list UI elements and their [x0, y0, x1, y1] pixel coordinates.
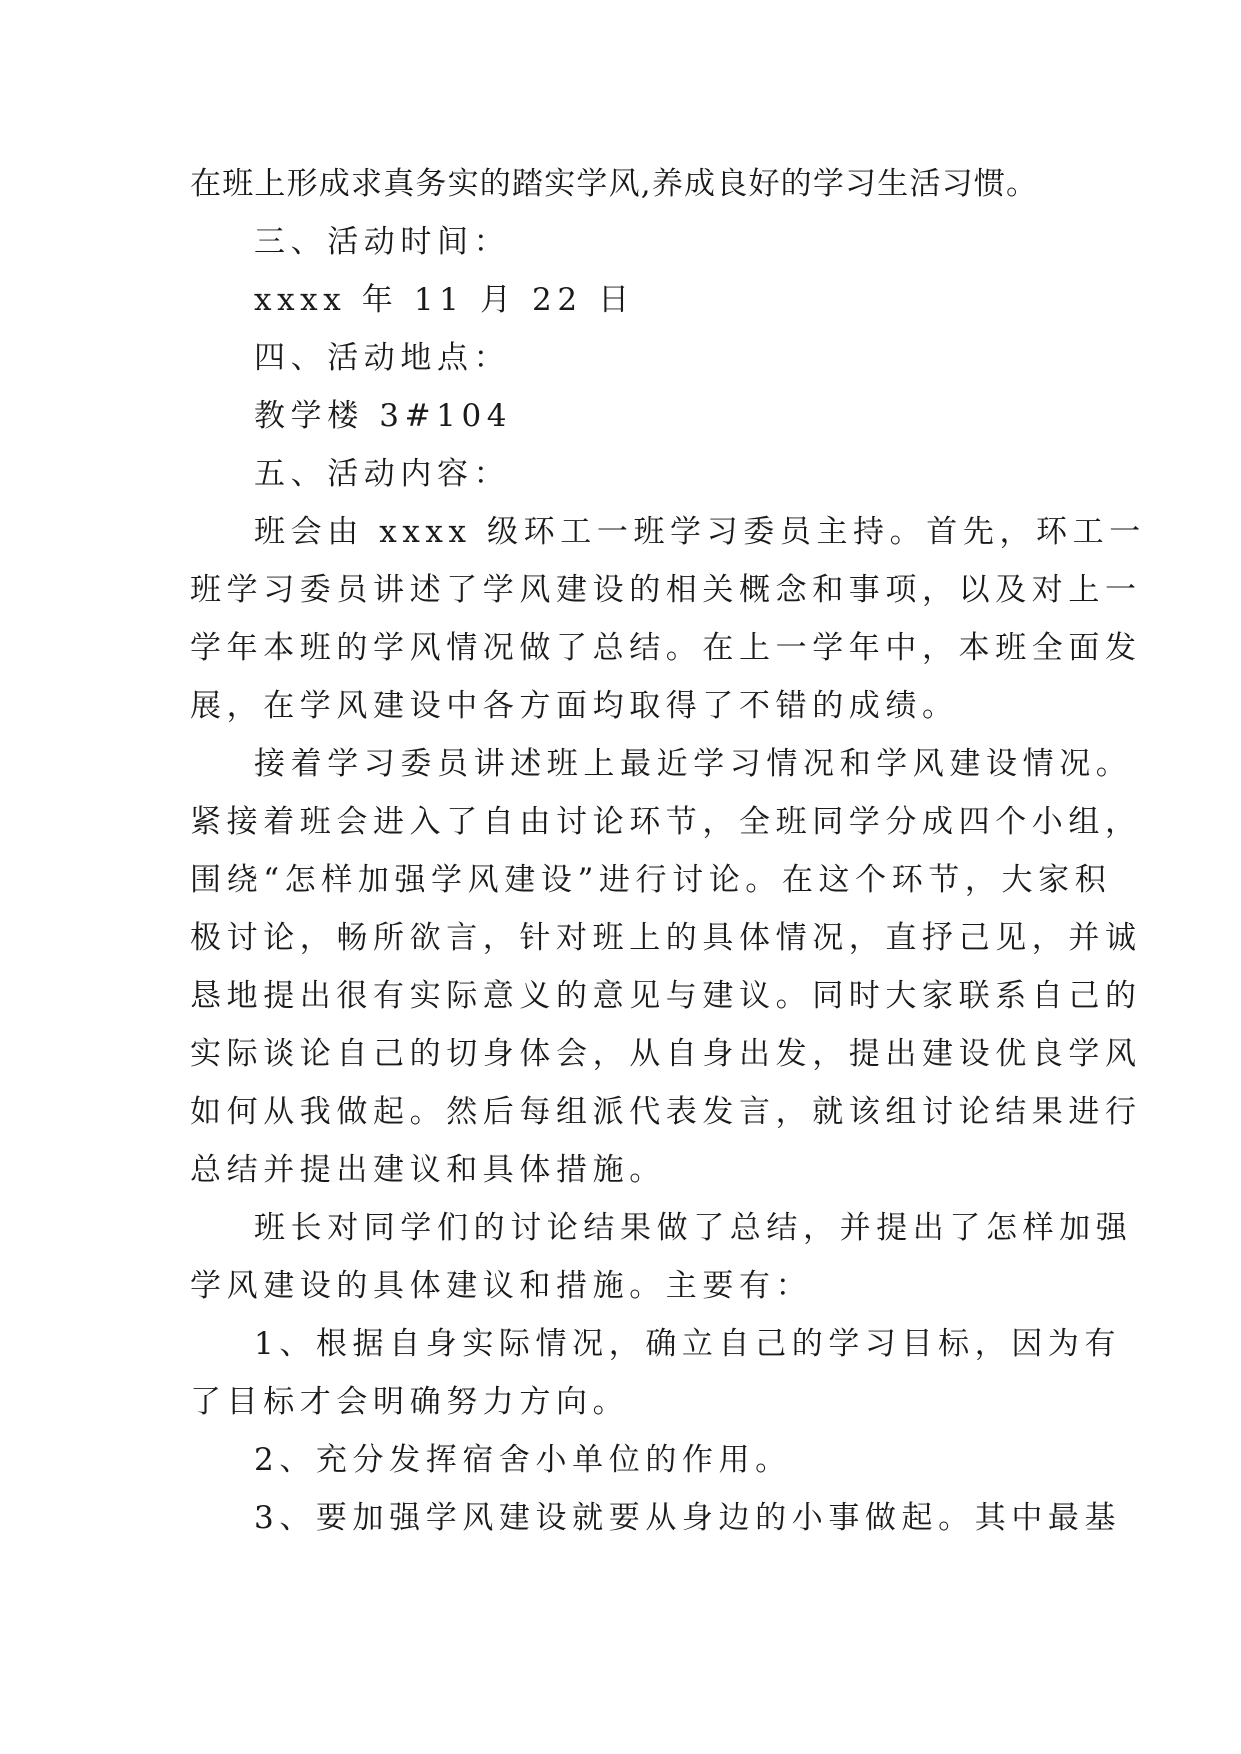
activity-date: xxxx 年 11 月 22 日 [254, 282, 635, 318]
text-line: 学风建设的具体建议和措施。主要有： [190, 1268, 813, 1304]
text-line: 实际谈论自己的切身体会，从自身出发，提出建设优良学风 [190, 1036, 1142, 1072]
text-line: 接着学习委员讲述班上最近学习情况和学风建设情况。 [254, 746, 1133, 782]
section-heading-time: 三、活动时间： [254, 224, 511, 260]
list-item-2: 2、充分发挥宿舍小单位的作用。 [254, 1442, 792, 1478]
text-line: 恳地提出很有实际意义的意见与建议。同时大家联系自己的 [190, 978, 1142, 1014]
section-heading-content: 五、活动内容： [254, 456, 511, 492]
list-item-1: 1、根据自身实际情况，确立自己的学习目标，因为有 [254, 1326, 1122, 1362]
text-line: 展，在学风建设中各方面均取得了不错的成绩。 [190, 688, 959, 724]
section-heading-location: 四、活动地点： [254, 340, 511, 376]
text-line: 在班上形成求真务实的踏实学风,养成良好的学习生活习惯。 [190, 166, 1039, 202]
activity-location: 教学楼 3#104 [254, 398, 513, 434]
text-line: 班会由 xxxx 级环工一班学习委员主持。首先，环工一 [254, 514, 1146, 550]
list-item-3: 3、要加强学风建设就要从身边的小事做起。其中最基 [254, 1500, 1122, 1536]
text-line: 紧接着班会进入了自由讨论环节，全班同学分成四个小组， [190, 804, 1142, 840]
text-line: 如何从我做起。然后每组派代表发言，就该组讨论结果进行 [190, 1094, 1142, 1130]
text-line: 极讨论，畅所欲言，针对班上的具体情况，直抒己见，并诚 [190, 920, 1142, 956]
text-line: 围绕“怎样加强学风建设”进行讨论。在这个环节，大家积 [190, 862, 1112, 898]
text-line: 班学习委员讲述了学风建设的相关概念和事项，以及对上一 [190, 572, 1142, 608]
text-line: 总结并提出建议和具体措施。 [190, 1152, 666, 1188]
text-line: 了目标才会明确努力方向。 [190, 1384, 630, 1420]
text-line: 学年本班的学风情况做了总结。在上一学年中，本班全面发 [190, 630, 1142, 666]
text-line: 班长对同学们的讨论结果做了总结，并提出了怎样加强 [254, 1210, 1133, 1246]
